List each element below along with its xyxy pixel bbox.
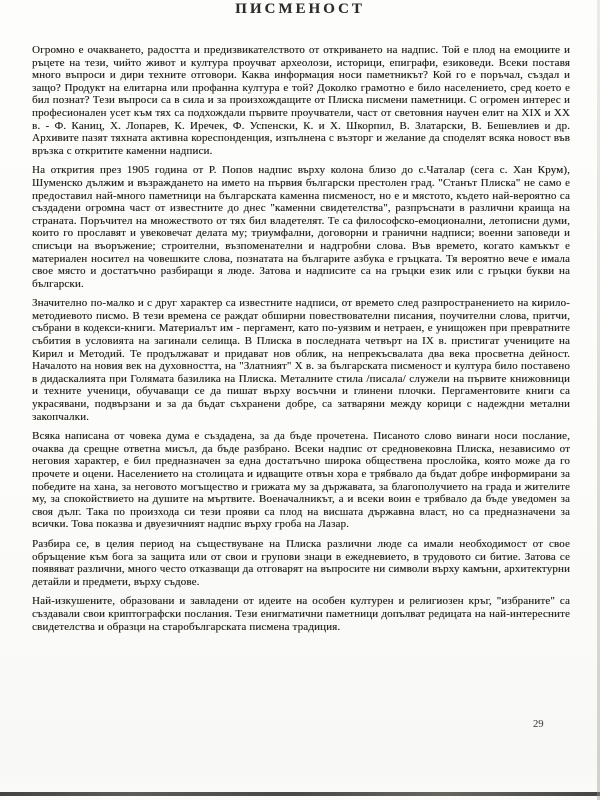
scan-edge-bottom-artifact xyxy=(0,792,600,796)
document-text xyxy=(32,44,570,640)
page-title: ПИСМЕНОСТ xyxy=(235,1,365,17)
paragraph: На открития през 1905 година от Р. Попов надпис върху колона близо до с.Чаталар (сега с. Хан Крум), Шуменско дължим и възраждането на името на първия български престолен град. "Станът Плиска" не само е предоставил най-много паметници на българската каменна писменост, но е и мястото, където най-вероятно са създадени огромна част от известните до днес "каменни свидетелства", разпръснати в различни краища на страната. Поръчител на множеството от тях бил владетелят. Те са философско-емоционални, летописни думи, които го прославят и увековечат делата му; триумфални, договорни и гранични надписи; военни заповеди и списъци на въоръжение; строителни, възпоменателни и надгробни слова. Във времето, когато камъкът е материален носител на човешките слова, познатата на българите азбука е гръцката. Тя вероятно вече е имала свое място и достатъчно разбиращи я люде. Затова и надписите са на гръцки език или с гръцки букви на български. xyxy=(32,164,570,290)
paragraph: Всяка написана от човека дума е създадена, за да бъде прочетена. Писаното слово винаги носи послание, очаква да срещне ответна мисъл, да бъде разбрано. Всеки надпис от средновековна Плиска, независимо от неговия характер, е бил предназначен за една достатъчно широка обществена прослойка, която може да го прочете и оцени. Населението на столицата и идващите отвън хора е трябвало да бъдат добре информирани за победите на хана, за неговото могъщество и грижата му за държавата, за благополучието на града и жителите му, за спокойствието на душите на мъртвите. Военачалникът, а и всеки воин е трябвало да бъде уведомен за своя дълг. Така по произхода си тези прояви са плод на висшата държавна власт, но са предназначени за всички. Това показва и двуезичният надпис върху гроба на Лазар. xyxy=(32,430,570,531)
paragraph: Значително по-малко и с друг характер са известните надписи, от времето след разпространението на кирило-методиевото писмо. В тези времена се раждат обширни повествователни писания, поучителни слова, притчи, събрани в кодекси-книги. Материалът им - пергамент, като по-уязвим и нетраен, е унищожен при превратните събития в условията на загинали селища. В Плиска в последната четвърт на IX в. пристигат учениците на Кирил и Методий. Те продължават и придават нов облик, на непрекъсвалата два века просветна дейност. Началото на новия век на духовността, на "Златният" X в. за българската писменост и култура било поставено в дидаскалията при Голямата базилика на Плиска. Металните стила /писала/ служели на първите книжовници и техните ученици, обучаващи се да пишат върху восъчни и глинени плочки. Пергаментовите книги са украсявани, подвързани и за да бъдат съхранени добре, са затваряни между корици с надеждни метални закопчалки. xyxy=(32,297,570,423)
page-number: 29 xyxy=(533,719,544,730)
paragraph: Разбира се, в целия период на съществуване на Плиска различни люде са имали необходимост от свое обръщение към бога за защита или от свои и групови знаци в ежедневието, в трудовото си битие. Затова се появяват различни, много често отказващи да отговарят на въпросите ни символи върху камъни, архитектурни детайли и предмети, върху съдове. xyxy=(32,537,570,588)
paragraph: Най-изкушените, образовани и завладени от идеите на особен културен и религиозен кръг, "избраните" са създавали свои криптографски послания. Тези енигматични паметници допълват редицата на най-интересните свидетелства и образци на старобългарската писмена традиция. xyxy=(32,595,570,633)
paragraph: Огромно е очакването, радостта и предизвикателството от откриването на надпис. Той е плод на емоциите и ръцете на тези, чийто живот и култура проучват археолози, историци, епиграфи, езиковеди. Всеки поставя много въпроси и дири техните отговори. Каква информация носи паметникът? Кой го е поръчал, създал и защо? Продукт на елитарна или профанна култура е той? Доколко грамотно е било населението, сред което е бил познат? Тези въпроси са в сила и за произхождащите от Плиска писмени паметници. С огромен интерес и професионален усет към тях са подхождали първите проучватели, част от световния научен елит на XIX и XX в. - Ф. Каниц, Х. Лопарев, К. Иречек, Ф. Успенски, К. и Х. Шкорпил, В. Златарски, В. Бешевлиев и др. Архивите пазят тяхната активна кореспонденция, изпълнена с възторг и желание да споделят всяка новост във връзка с откритите каменни надписи. xyxy=(32,44,570,157)
